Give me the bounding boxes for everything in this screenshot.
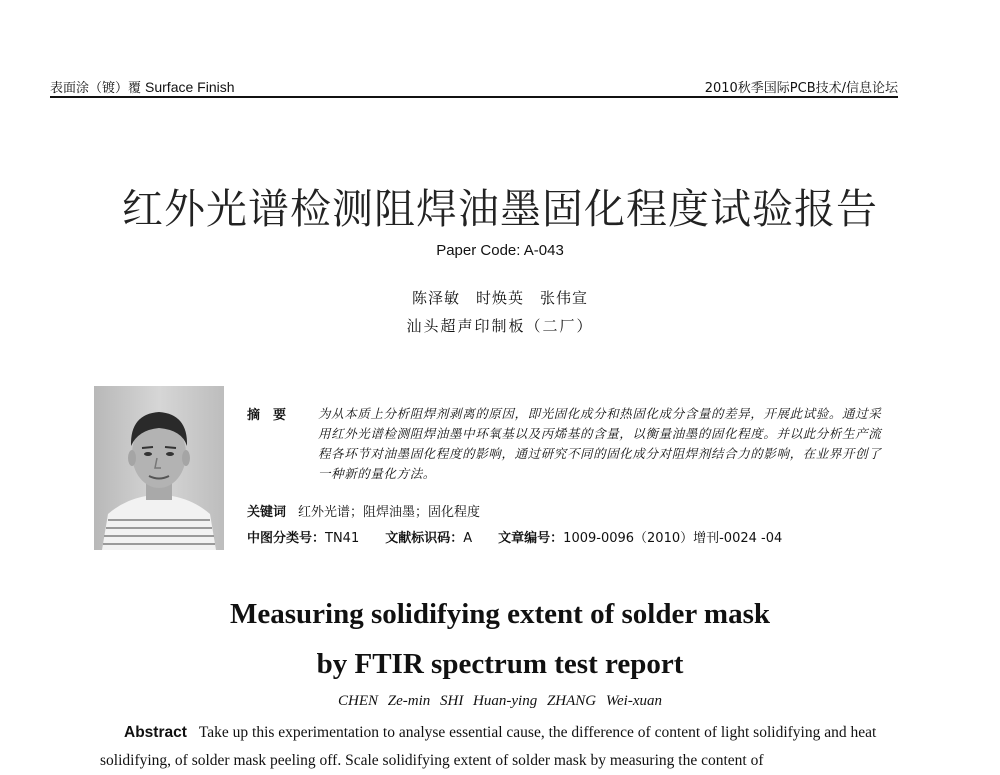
author-photo <box>94 386 224 550</box>
header-section-cn: 表面涂（镀）覆 <box>50 81 142 96</box>
keywords-cn-label: 关键词 <box>247 505 287 520</box>
abstract-cn <box>247 404 892 484</box>
doc-code-value: A <box>463 531 473 546</box>
keywords-cn <box>247 501 480 520</box>
paper-title-cn: 红外光谱检测阻焊油墨固化程度试验报告 <box>122 185 878 233</box>
keywords-cn-text: 红外光谱；阻焊油墨；固化程度 <box>298 505 481 520</box>
header-section-en: Surface Finish <box>145 79 235 95</box>
clc-label: 中图分类号： <box>247 531 326 546</box>
authors-en: CHEN Ze-min SHI Huan-ying ZHANG Wei-xuan <box>337 693 662 709</box>
abstract-en-text: Take up this experimentation to analyse essential cause, the difference of content of light solidifying and heat solidifying, of solder mask peeling off. Scale solidifying extent of solder mask by measuring the content of <box>100 724 877 769</box>
article-number-value: 1009-0096（2010）增刊-0024 -04 <box>563 531 783 546</box>
abstract-en-label: Abstract <box>124 724 187 741</box>
paper-code: Paper Code: A-043 <box>436 242 564 259</box>
article-number-label: 文章编号： <box>498 531 564 546</box>
header-conference: 2010秋季国际PCB技术/信息论坛 <box>704 81 898 96</box>
abstract-en <box>100 719 900 775</box>
affiliation-cn: 汕头超声印制板（二厂） <box>406 317 594 335</box>
classification-line <box>247 527 782 546</box>
abstract-cn-text: 为从本质上分析阻焊剂剥离的原因，即光固化成分和热固化成分含量的差异，开展此试验。通过采用红外光谱检测阻焊油墨中环氧基以及丙烯基的含量，以衡量油墨的固化程度。并以此分析生产流程各环节对油墨固化程度的影响，通过研究不同的固化成分对阻焊剂结合力的影响，在业界开创了一种新的量化方法。 <box>318 406 882 481</box>
header-section <box>50 77 235 96</box>
running-header <box>50 74 898 98</box>
abstract-cn-label: 摘 要 <box>247 408 287 423</box>
clc-value: TN41 <box>325 531 360 546</box>
paper-title-en-line1: Measuring solidifying extent of solder mask <box>230 598 770 630</box>
authors-cn: 陈泽敏 时焕英 张伟宣 <box>411 289 588 307</box>
paper-title-en-line2: by FTIR spectrum test report <box>316 648 684 680</box>
doc-code-label: 文献标识码： <box>385 531 464 546</box>
